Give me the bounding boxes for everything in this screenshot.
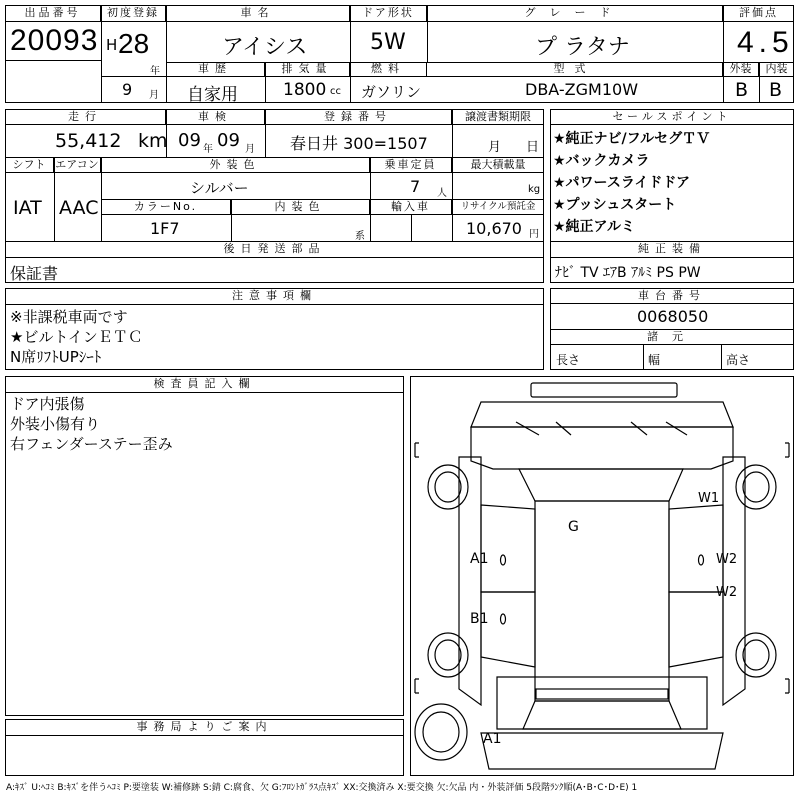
damage-mark-w2-rear: W2 <box>716 585 738 600</box>
transfer-month-unit: 月 <box>488 140 502 155</box>
exterior-grade: B <box>735 79 749 101</box>
capacity: 7 <box>410 177 421 196</box>
door-label: ドア形状 <box>350 5 427 22</box>
sales-points-label: セールスポイント <box>550 109 794 125</box>
inspector-line-2: 外装小傷有り <box>10 415 101 433</box>
car-diagram <box>410 376 794 776</box>
displacement-unit: cc <box>330 86 341 97</box>
ac: AAC <box>59 197 99 219</box>
displacement: 1800 <box>283 80 327 100</box>
lot-number: 20093 <box>10 24 99 57</box>
recycle-unit: 円 <box>529 229 539 240</box>
color-no: 1F7 <box>150 219 180 238</box>
capacity-unit: 人 <box>437 188 447 199</box>
score-label: 評価点 <box>723 5 794 22</box>
sales-point-2: ★バックカメラ <box>553 153 650 169</box>
max-load-unit: kg <box>528 184 541 195</box>
first-reg-year: 28 <box>118 28 150 59</box>
sales-point-1: ★純正ナビ/フルセグＴＶ <box>553 131 711 147</box>
ext-color-label: 外装色 <box>101 157 370 173</box>
damage-mark-g: G <box>568 519 579 535</box>
car-name: アイシス <box>222 35 308 60</box>
plate-label: 登録番号 <box>265 109 452 125</box>
dimensions-label: 諸元 <box>550 329 794 345</box>
int-color-unit: 系 <box>355 231 365 242</box>
recycle-fee: 10,670 <box>466 219 522 238</box>
lot-label: 出品番号 <box>5 5 101 22</box>
car-outline-diagram <box>411 377 793 775</box>
legend-text: A:ｷｽﾞ U:ﾍｺﾐ B:ｷｽﾞを伴うﾍｺﾐ P:要塗装 W:補修跡 S:錆 C:腐食、欠 G:ﾌﾛﾝﾄｶﾞﾗｽ点ｷｽﾞ XX:交換済み X:要交換 欠:欠品 内・外装評価 5段階ﾗﾝｸ順(A･B･C･D･E) 1 <box>6 783 638 793</box>
displacement-label: 排気量 <box>265 62 350 77</box>
inspector-line-3: 右フェンダーステー歪み <box>10 435 173 453</box>
capacity-label: 乗車定員 <box>370 157 452 173</box>
interior-label: 内装 <box>759 62 794 77</box>
history-label: 車歴 <box>166 62 265 77</box>
inspector-label: 検査員記入欄 <box>5 376 404 393</box>
model-label: 型式 <box>427 62 723 77</box>
grade: プ ラタナ <box>535 35 630 60</box>
history: 自家用 <box>187 85 238 105</box>
sales-point-5: ★純正アルミ <box>553 219 635 235</box>
notes-label: 注意事項欄 <box>5 288 544 305</box>
note-line-2: ★ビルトインＥＴＣ <box>10 328 143 346</box>
month-unit: 月 <box>149 90 159 101</box>
inspection-label: 車検 <box>166 109 265 125</box>
inspection-month-unit: 月 <box>245 144 255 155</box>
sales-point-4: ★プッシュスタート <box>553 197 677 213</box>
sales-point-3: ★パワースライドドア <box>553 175 691 191</box>
mileage: 55,412 <box>55 130 122 152</box>
docs-label: 後日発送部品 <box>5 241 544 258</box>
interior-grade: B <box>769 79 783 101</box>
fuel: ガソリン <box>361 83 422 101</box>
grade-label: グレード <box>427 5 723 22</box>
inspector-line-1: ドア内張傷 <box>10 395 85 413</box>
damage-mark-w1: W1 <box>698 491 720 506</box>
dim-width-label: 幅 <box>648 353 661 367</box>
fuel-label: 燃料 <box>350 62 427 77</box>
year-unit: 年 <box>150 66 160 77</box>
office-label: 事務局よりご案内 <box>5 719 404 736</box>
transfer-label: 譲渡書類期限 <box>452 109 544 125</box>
int-color-label: 内装色 <box>231 199 370 215</box>
mileage-unit: km <box>138 130 168 152</box>
era: H <box>106 36 118 54</box>
note-line-3: N席ﾘﾌﾄUPｼｰﾄ <box>10 348 102 366</box>
transfer-day-unit: 日 <box>526 140 540 155</box>
door-type: 5W <box>370 30 406 55</box>
car-name-label: 車名 <box>166 5 350 22</box>
first-reg-label: 初度登録 <box>101 5 166 22</box>
equipment-label: 純正装備 <box>550 241 794 258</box>
first-reg-month: 9 <box>122 80 133 99</box>
note-line-1: ※非課税車両です <box>10 308 128 326</box>
score: 4.5 <box>737 26 794 59</box>
damage-mark-a1-bottom: A1 <box>483 731 502 747</box>
dim-height-label: 高さ <box>726 353 751 367</box>
chassis-number: 0068050 <box>637 307 709 326</box>
recycle-label: リサイクル預託金 <box>452 199 544 215</box>
exterior-label: 外装 <box>723 62 759 77</box>
chassis-label: 車台番号 <box>550 288 794 304</box>
mileage-label: 走行 <box>5 109 166 125</box>
max-load-label: 最大積載量 <box>452 157 544 173</box>
inspection-month: 09 <box>217 130 240 151</box>
docs: 保証書 <box>10 264 59 283</box>
import-label: 輸入車 <box>370 199 452 215</box>
ac-label: エアコン <box>54 157 101 173</box>
shift-label: シフト <box>5 157 54 173</box>
ext-color: シルバー <box>190 179 249 197</box>
equipment: ﾅﾋﾞ TV ｴｱB ｱﾙﾐ PS PW <box>555 265 701 281</box>
model: DBA-ZGM10W <box>525 80 639 99</box>
color-no-label: カラーNo. <box>101 199 231 215</box>
plate-number: 春日井 300=1507 <box>290 134 428 153</box>
shift: IAT <box>13 197 42 219</box>
inspection-year-unit: 年 <box>203 144 213 155</box>
inspection-year: 09 <box>178 130 201 151</box>
dim-length-label: 長さ <box>556 353 581 367</box>
damage-mark-a1-left: A1 <box>470 551 489 567</box>
damage-mark-b1: B1 <box>470 611 489 627</box>
damage-mark-w2-front: W2 <box>716 552 738 567</box>
